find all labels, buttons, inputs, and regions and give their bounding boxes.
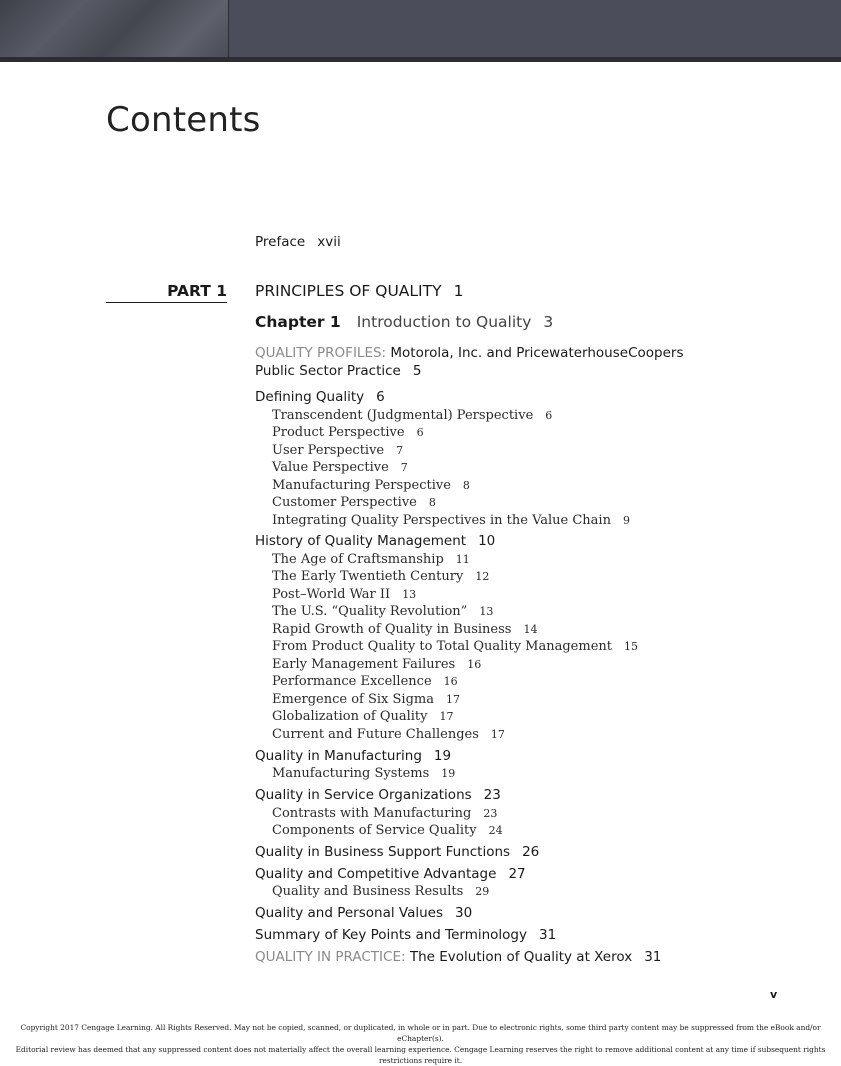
section-page: 26 xyxy=(522,844,540,860)
subsection-page: 29 xyxy=(475,885,490,898)
subsection-page: 17 xyxy=(445,693,460,706)
subsection-page: 16 xyxy=(443,675,458,688)
section-page: 23 xyxy=(483,787,501,803)
subsection-title: Components of Service Quality xyxy=(272,823,477,838)
subsection-page: 17 xyxy=(490,728,505,741)
subsection-title: User Perspective xyxy=(272,443,385,458)
toc-section xyxy=(255,927,556,943)
toc-subsection xyxy=(272,639,638,654)
profile-text-2: Public Sector Practice xyxy=(255,363,401,379)
toc-subsection xyxy=(272,478,470,493)
chapter-title: Introduction to Quality xyxy=(356,313,532,331)
subsection-title: From Product Quality to Total Quality Management xyxy=(272,639,612,654)
toc-section xyxy=(255,389,385,405)
section-page: 30 xyxy=(455,905,473,921)
subsection-page: 6 xyxy=(545,409,553,422)
section-page: 19 xyxy=(433,748,452,764)
toc-subsection xyxy=(272,884,489,899)
toc-subsection xyxy=(272,766,455,781)
toc-subsection xyxy=(272,674,458,689)
subsection-page: 12 xyxy=(475,570,490,583)
subsection-title: The Age of Craftsmanship xyxy=(272,552,444,567)
preface-page: xvii xyxy=(317,234,341,250)
subsection-page: 9 xyxy=(622,514,630,527)
section-title: History of Quality Management xyxy=(255,533,467,549)
subsection-title: Rapid Growth of Quality in Business xyxy=(272,622,512,637)
part-title: PRINCIPLES OF QUALITY xyxy=(255,282,442,300)
header-texture-image xyxy=(0,0,229,57)
header-rule xyxy=(0,57,841,62)
subsection-title: Emergence of Six Sigma xyxy=(272,692,434,707)
toc-subsection xyxy=(272,443,403,458)
chapter-heading xyxy=(255,313,553,331)
toc-subsection xyxy=(272,709,454,724)
section-title: Quality in Business Support Functions xyxy=(255,844,511,860)
subsection-page: 7 xyxy=(400,461,408,474)
toc-subsection xyxy=(272,727,505,742)
subsection-page: 8 xyxy=(462,479,470,492)
chapter-number: Chapter 1 xyxy=(255,313,341,331)
toc-subsection xyxy=(272,604,493,619)
page-title: Contents xyxy=(106,100,261,140)
subsection-page: 17 xyxy=(439,710,454,723)
subsection-title: Current and Future Challenges xyxy=(272,727,479,742)
section-title: Summary of Key Points and Terminology xyxy=(255,927,527,943)
subsection-title: Customer Perspective xyxy=(272,495,417,510)
part-label: PART 1 xyxy=(106,282,227,303)
chapter-page: 3 xyxy=(543,313,554,331)
toc-section xyxy=(255,844,539,860)
subsection-page: 23 xyxy=(483,807,498,820)
profile-page: 5 xyxy=(412,363,422,379)
subsection-page: 15 xyxy=(624,640,638,653)
subsection-title: Transcendent (Judgmental) Perspective xyxy=(272,408,534,423)
toc-subsection xyxy=(272,587,416,602)
toc-subsection xyxy=(272,657,481,672)
preface-label: Preface xyxy=(255,234,306,250)
toc-subsection xyxy=(272,552,470,567)
subsection-page: 6 xyxy=(416,426,424,439)
toc-practice xyxy=(255,949,661,965)
subsection-title: The Early Twentieth Century xyxy=(272,569,464,584)
profile-text: Motorola, Inc. and PricewaterhouseCoopers xyxy=(390,345,684,361)
page-number: v xyxy=(770,988,778,1001)
section-page: 31 xyxy=(539,927,557,943)
profile-line-1 xyxy=(255,345,683,361)
toc-subsection xyxy=(272,823,503,838)
section-title: Quality in Manufacturing xyxy=(255,748,422,764)
subsection-page: 7 xyxy=(396,444,404,457)
toc-section xyxy=(255,787,501,803)
subsection-title: Value Perspective xyxy=(272,460,389,475)
section-title: Quality and Personal Values xyxy=(255,905,444,921)
subsection-page: 24 xyxy=(488,824,503,837)
section-title: Defining Quality xyxy=(255,389,365,405)
toc-section xyxy=(255,905,472,921)
subsection-page: 16 xyxy=(467,658,482,671)
subsection-title: Manufacturing Systems xyxy=(272,766,430,781)
subsection-title: Product Perspective xyxy=(272,425,405,440)
part-title-line xyxy=(255,282,463,300)
toc-subsection xyxy=(272,425,424,440)
subsection-page: 19 xyxy=(441,767,456,780)
subsection-title: Integrating Quality Perspectives in the Value Chain xyxy=(272,513,611,528)
section-title: Quality and Competitive Advantage xyxy=(255,866,497,882)
subsection-page: 11 xyxy=(455,553,470,566)
subsection-page: 13 xyxy=(402,588,417,601)
subsection-title: Performance Excellence xyxy=(272,674,432,689)
subsection-title: Early Management Failures xyxy=(272,657,456,672)
subsection-page: 8 xyxy=(428,496,436,509)
toc-subsection xyxy=(272,460,408,475)
toc-section xyxy=(255,533,495,549)
subsection-page: 13 xyxy=(479,605,494,618)
copyright-line-2: Editorial review has deemed that any suppressed content does not materially affect the overall learning experience. Cengage Learning reserves the right to remove additional content at any time if subsequent rights restrictions require it. xyxy=(15,1045,826,1065)
profile-label: QUALITY PROFILES: xyxy=(255,345,387,361)
practice-text: The Evolution of Quality at Xerox xyxy=(409,949,633,965)
subsection-title: Contrasts with Manufacturing xyxy=(272,806,472,821)
toc-section xyxy=(255,748,451,764)
subsection-title: Quality and Business Results xyxy=(272,884,464,899)
toc-preface xyxy=(255,234,341,250)
section-page: 6 xyxy=(376,389,385,405)
part-page: 1 xyxy=(453,282,464,300)
toc-subsection xyxy=(272,569,489,584)
section-page: 10 xyxy=(478,533,496,549)
section-page: 27 xyxy=(508,866,526,882)
toc-subsection xyxy=(272,495,436,510)
toc-subsection xyxy=(272,622,537,637)
toc-subsection xyxy=(272,692,460,707)
toc-subsection xyxy=(272,806,497,821)
practice-page: 31 xyxy=(644,949,662,965)
copyright-line-1: Copyright 2017 Cengage Learning. All Rights Reserved. May not be copied, scanned, or duplicated, in whole or in part. Due to electronic rights, some third party content may be suppressed from the eBook and/or eChapter(s). xyxy=(20,1023,821,1043)
subsection-page: 14 xyxy=(523,623,538,636)
subsection-title: The U.S. “Quality Revolution” xyxy=(272,604,468,619)
section-title: Quality in Service Organizations xyxy=(255,787,472,803)
subsection-title: Manufacturing Perspective xyxy=(272,478,451,493)
toc-subsection xyxy=(272,513,630,528)
toc-section xyxy=(255,866,526,882)
subsection-title: Globalization of Quality xyxy=(272,709,428,724)
copyright-notice xyxy=(0,1022,841,1066)
toc-subsection xyxy=(272,408,552,423)
profile-line-2 xyxy=(255,363,421,379)
practice-label: QUALITY IN PRACTICE: xyxy=(255,949,406,965)
subsection-title: Post–World War II xyxy=(272,587,391,602)
